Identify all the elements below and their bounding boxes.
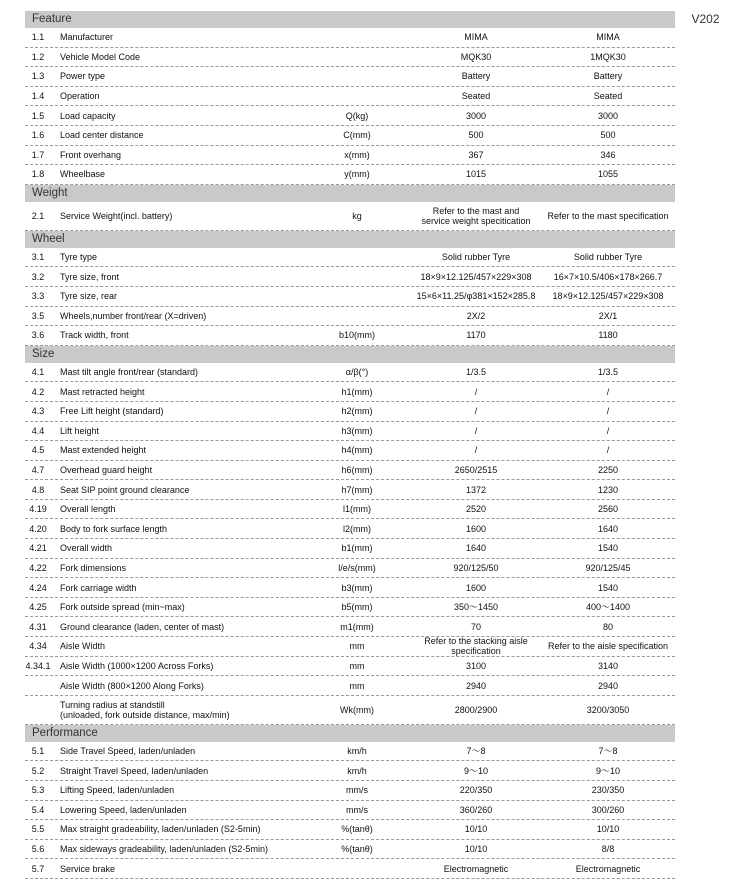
row-item: Aisle Width (800×1200 Along Forks) bbox=[60, 680, 204, 691]
row-item: Mast retracted height bbox=[60, 386, 145, 397]
spec-row bbox=[25, 67, 675, 87]
spec-row bbox=[25, 637, 675, 657]
row-value-1: 1372 bbox=[465, 484, 487, 495]
row-value-1: 220/350 bbox=[459, 785, 493, 796]
row-item: Load center distance bbox=[60, 130, 144, 141]
row-value-1: 2X/2 bbox=[466, 310, 486, 321]
spec-row bbox=[25, 500, 675, 520]
spec-row bbox=[25, 820, 675, 840]
row-value-2: Battery bbox=[593, 71, 623, 82]
row-item: Fork dimensions bbox=[60, 562, 127, 573]
row-value-2: 3000 bbox=[597, 110, 619, 121]
row-item: Max sideways gradeability, laden/unladen (S2-5min) bbox=[60, 844, 268, 855]
spec-row bbox=[25, 657, 675, 677]
row-number: 3.5 bbox=[31, 310, 45, 321]
spec-row bbox=[25, 126, 675, 146]
row-unit: h4(mm) bbox=[341, 445, 373, 456]
row-item: Overall width bbox=[60, 543, 113, 554]
row-item: Aisle Width bbox=[60, 641, 106, 652]
row-item: Max straight gradeability, laden/unladen (S2-5min) bbox=[60, 824, 261, 835]
row-number: 1.4 bbox=[31, 91, 45, 102]
spec-row bbox=[25, 578, 675, 598]
row-unit: y(mm) bbox=[344, 169, 370, 180]
row-value-1: Refer to the stacking aisle specification bbox=[424, 636, 528, 657]
row-item: Vehicle Model Code bbox=[60, 51, 141, 62]
row-value-2: 3200/3050 bbox=[586, 704, 630, 715]
row-value-1: Seated bbox=[461, 91, 491, 102]
row-number: 4.4 bbox=[31, 425, 45, 436]
row-value-2: 500 bbox=[600, 130, 616, 141]
row-item: Lowering Speed, laden/unladen bbox=[60, 804, 187, 815]
row-number: 5.3 bbox=[31, 785, 45, 796]
spec-sheet bbox=[25, 11, 675, 879]
row-value-1: 1600 bbox=[465, 523, 487, 534]
spec-row bbox=[25, 559, 675, 579]
row-value-1: 1170 bbox=[466, 330, 486, 341]
row-value-1: Solid rubber Tyre bbox=[441, 252, 511, 263]
spec-row bbox=[25, 363, 675, 383]
row-number: 4.7 bbox=[31, 464, 45, 475]
spec-row bbox=[25, 801, 675, 821]
row-value-2: 3140 bbox=[597, 660, 619, 671]
row-value-1: 18×9×12.125/457×229×308 bbox=[420, 271, 532, 282]
spec-row bbox=[25, 461, 675, 481]
row-number: 4.25 bbox=[29, 602, 47, 613]
spec-row bbox=[25, 287, 675, 307]
spec-row bbox=[25, 696, 675, 725]
row-value-2: / bbox=[606, 406, 610, 417]
row-unit: %(tanθ) bbox=[341, 844, 373, 855]
row-value-2: 2X/1 bbox=[598, 310, 618, 321]
row-value-1: 2650/2515 bbox=[454, 464, 498, 475]
row-item: Track width, front bbox=[60, 330, 129, 341]
row-value-1: 1640 bbox=[465, 543, 487, 554]
spec-row bbox=[25, 382, 675, 402]
spec-row bbox=[25, 859, 675, 879]
row-item: Turning radius at standstill (unloaded, fork outside distance, max/min) bbox=[60, 699, 230, 720]
row-item: Wheelbase bbox=[60, 169, 106, 180]
row-value-1: 500 bbox=[468, 130, 484, 141]
row-value-2: Refer to the aisle specification bbox=[547, 641, 669, 652]
row-unit: Q(kg) bbox=[345, 110, 369, 121]
row-unit: Wk(mm) bbox=[340, 704, 374, 715]
row-value-1: 10/10 bbox=[464, 844, 488, 855]
row-item: Body to fork surface length bbox=[60, 523, 168, 534]
row-unit: α/β(°) bbox=[345, 367, 369, 378]
row-item: Overhead guard height bbox=[60, 464, 153, 475]
row-number: 5.7 bbox=[31, 863, 45, 874]
row-number: 4.34.1 bbox=[25, 660, 51, 671]
row-value-2: 230/350 bbox=[591, 785, 625, 796]
row-value-1: 1015 bbox=[465, 169, 487, 180]
row-unit: C(mm) bbox=[343, 130, 371, 141]
row-value-2: 9～10 bbox=[595, 765, 621, 776]
spec-row bbox=[25, 539, 675, 559]
row-item: Mast tilt angle front/rear (standard) bbox=[60, 367, 199, 378]
row-value-2: / bbox=[606, 445, 610, 456]
row-number: 4.19 bbox=[29, 504, 47, 515]
row-item: Seat SIP point ground clearance bbox=[60, 484, 190, 495]
row-value-2: 1MQK30 bbox=[590, 51, 626, 62]
row-value-1: Electromagnetic bbox=[443, 863, 509, 874]
spec-row bbox=[25, 617, 675, 637]
spec-row bbox=[25, 519, 675, 539]
section-header: Size bbox=[25, 346, 675, 363]
row-number: 2.1 bbox=[31, 210, 45, 221]
row-value-2: 18×9×12.125/457×229×308 bbox=[552, 291, 664, 302]
row-number: 1.2 bbox=[31, 51, 45, 62]
row-unit: mm bbox=[349, 641, 365, 652]
row-value-1: / bbox=[474, 445, 478, 456]
row-value-1: 10/10 bbox=[464, 824, 488, 835]
row-unit: b5(mm) bbox=[341, 602, 373, 613]
row-number: 1.3 bbox=[31, 71, 45, 82]
row-value-2: Solid rubber Tyre bbox=[573, 252, 643, 263]
row-value-1: 1600 bbox=[465, 582, 487, 593]
row-number: 5.5 bbox=[31, 824, 45, 835]
spec-row bbox=[25, 480, 675, 500]
row-unit: h3(mm) bbox=[341, 425, 373, 436]
row-number: 5.2 bbox=[31, 765, 45, 776]
row-value-1: 9～10 bbox=[463, 765, 489, 776]
row-value-2: 1640 bbox=[597, 523, 619, 534]
row-number: 5.1 bbox=[31, 746, 45, 757]
row-item: Service Weight(incl. battery) bbox=[60, 210, 173, 221]
row-item: Lift height bbox=[60, 425, 100, 436]
row-value-2: 2940 bbox=[597, 680, 619, 691]
row-value-1: Refer to the mast and service weight specitication bbox=[421, 205, 531, 226]
row-value-2: 920/125/45 bbox=[585, 562, 631, 573]
row-item: Lifting Speed, laden/unladen bbox=[60, 785, 175, 796]
row-unit: m1(mm) bbox=[340, 621, 374, 632]
row-value-1: 360/260 bbox=[459, 804, 493, 815]
spec-row bbox=[25, 28, 675, 48]
row-value-2: 1540 bbox=[597, 543, 619, 554]
spec-row bbox=[25, 598, 675, 618]
spec-row bbox=[25, 402, 675, 422]
row-number: 1.7 bbox=[31, 149, 45, 160]
row-value-1: 15×6×11.25/φ381×152×285.8 bbox=[416, 291, 536, 302]
row-value-1: / bbox=[474, 406, 478, 417]
row-unit: b3(mm) bbox=[341, 582, 373, 593]
row-unit: b1(mm) bbox=[341, 543, 373, 554]
section-header: Weight bbox=[25, 185, 675, 202]
spec-row bbox=[25, 307, 675, 327]
row-value-2: 346 bbox=[600, 149, 616, 160]
row-item: Front overhang bbox=[60, 149, 122, 160]
row-value-1: 70 bbox=[470, 621, 481, 632]
row-value-2: 2560 bbox=[597, 504, 619, 515]
row-item: Tyre size, rear bbox=[60, 291, 118, 302]
row-item: Side Travel Speed, laden/unladen bbox=[60, 746, 196, 757]
row-item: Straight Travel Speed, laden/unladen bbox=[60, 765, 209, 776]
row-number: 4.3 bbox=[31, 406, 45, 417]
row-value-2: 2250 bbox=[597, 464, 619, 475]
row-value-2: 8/8 bbox=[601, 844, 615, 855]
row-value-2: Seated bbox=[593, 91, 623, 102]
row-value-1: 2520 bbox=[465, 504, 487, 515]
spec-row bbox=[25, 267, 675, 287]
row-number: 4.8 bbox=[31, 484, 45, 495]
row-value-1: / bbox=[474, 386, 478, 397]
row-unit: l1(mm) bbox=[343, 504, 371, 515]
row-value-1: 2940 bbox=[465, 680, 487, 691]
row-value-2: 80 bbox=[602, 621, 613, 632]
row-value-1: 350～1450 bbox=[453, 602, 499, 613]
row-value-1: 2800/2900 bbox=[454, 704, 498, 715]
row-number: 4.34 bbox=[29, 641, 47, 652]
row-number: 1.8 bbox=[31, 169, 45, 180]
spec-row bbox=[25, 676, 675, 696]
row-number: 1.6 bbox=[31, 130, 45, 141]
section-header: Performance bbox=[25, 725, 675, 742]
row-unit: mm/s bbox=[346, 785, 368, 796]
row-value-1: MQK30 bbox=[460, 51, 492, 62]
row-unit: km/h bbox=[347, 746, 367, 757]
row-item: Load capacity bbox=[60, 110, 116, 121]
row-value-2: Refer to the mast specification bbox=[547, 210, 669, 221]
row-value-1: / bbox=[474, 425, 478, 436]
row-number: 4.2 bbox=[31, 386, 45, 397]
row-number: 3.1 bbox=[31, 252, 45, 263]
row-value-2: 1180 bbox=[598, 330, 618, 341]
row-value-2: 1055 bbox=[597, 169, 619, 180]
row-value-1: MIMA bbox=[464, 32, 488, 43]
row-item: Ground clearance (laden, center of mast) bbox=[60, 621, 225, 632]
row-unit: h6(mm) bbox=[341, 464, 373, 475]
row-unit: h1(mm) bbox=[341, 386, 373, 397]
row-value-1: 3100 bbox=[465, 660, 487, 671]
spec-row bbox=[25, 422, 675, 442]
row-item: Overall length bbox=[60, 504, 116, 515]
page-code: V202 bbox=[691, 12, 720, 26]
row-number: 1.5 bbox=[31, 110, 45, 121]
row-unit: x(mm) bbox=[344, 149, 370, 160]
spec-row bbox=[25, 202, 675, 231]
row-number: 4.1 bbox=[31, 367, 45, 378]
row-value-1: Battery bbox=[461, 71, 491, 82]
spec-row bbox=[25, 248, 675, 268]
row-item: Manufacturer bbox=[60, 32, 114, 43]
row-unit: mm bbox=[349, 680, 365, 691]
spec-row bbox=[25, 326, 675, 346]
row-value-2: 7～8 bbox=[598, 746, 618, 757]
row-unit: h2(mm) bbox=[341, 406, 373, 417]
spec-row bbox=[25, 87, 675, 107]
row-unit: %(tanθ) bbox=[341, 824, 373, 835]
row-number: 4.22 bbox=[29, 562, 47, 573]
row-item: Tyre size, front bbox=[60, 271, 120, 282]
spec-row bbox=[25, 146, 675, 166]
row-value-2: 10/10 bbox=[596, 824, 620, 835]
row-unit: kg bbox=[352, 210, 362, 221]
row-value-1: 7～8 bbox=[466, 746, 486, 757]
spec-row bbox=[25, 106, 675, 126]
row-unit: mm bbox=[349, 660, 365, 671]
row-item: Wheels,number front/rear (X=driven) bbox=[60, 310, 207, 321]
row-number: 5.6 bbox=[31, 844, 45, 855]
row-value-2: / bbox=[606, 425, 610, 436]
row-value-2: 300/260 bbox=[591, 804, 625, 815]
row-value-2: 16×7×10.5/406×178×266.7 bbox=[553, 271, 663, 282]
spec-row bbox=[25, 742, 675, 762]
row-item: Fork outside spread (min~max) bbox=[60, 602, 185, 613]
row-number: 3.2 bbox=[31, 271, 45, 282]
row-number: 4.5 bbox=[31, 445, 45, 456]
row-item: Mast extended height bbox=[60, 445, 147, 456]
spec-row bbox=[25, 761, 675, 781]
row-unit: h7(mm) bbox=[341, 484, 373, 495]
spec-row bbox=[25, 48, 675, 68]
spec-row bbox=[25, 781, 675, 801]
row-unit: mm/s bbox=[346, 804, 368, 815]
row-unit: km/h bbox=[347, 765, 367, 776]
row-unit: l2(mm) bbox=[343, 523, 371, 534]
row-value-1: 3000 bbox=[465, 110, 487, 121]
row-value-1: 920/125/50 bbox=[453, 562, 499, 573]
row-number: 4.24 bbox=[29, 582, 47, 593]
row-item: Tyre type bbox=[60, 252, 98, 263]
section-header: Wheel bbox=[25, 231, 675, 248]
spec-row bbox=[25, 840, 675, 860]
row-number: 1.1 bbox=[31, 32, 45, 43]
section-header: Feature bbox=[25, 11, 675, 28]
row-value-2: MIMA bbox=[596, 32, 620, 43]
row-number: 4.21 bbox=[29, 543, 47, 554]
row-number: 3.6 bbox=[31, 330, 45, 341]
row-value-1: 1/3.5 bbox=[465, 367, 487, 378]
row-unit: b10(mm) bbox=[338, 330, 375, 341]
row-item: Aisle Width (1000×1200 Across Forks) bbox=[60, 660, 214, 671]
row-value-2: 400～1400 bbox=[585, 602, 631, 613]
row-item: Power type bbox=[60, 71, 106, 82]
row-item: Operation bbox=[60, 91, 100, 102]
spec-row bbox=[25, 441, 675, 461]
row-value-2: 1540 bbox=[597, 582, 619, 593]
row-value-2: / bbox=[606, 386, 610, 397]
row-item: Fork carriage width bbox=[60, 582, 137, 593]
row-number: 4.20 bbox=[29, 523, 47, 534]
row-item: Service brake bbox=[60, 863, 116, 874]
spec-row bbox=[25, 165, 675, 185]
row-unit: l/e/s(mm) bbox=[338, 562, 376, 573]
row-value-2: 1/3.5 bbox=[597, 367, 619, 378]
row-item: Free Lift height (standard) bbox=[60, 406, 164, 417]
row-number: 4.31 bbox=[29, 621, 47, 632]
row-value-2: 1230 bbox=[597, 484, 619, 495]
row-number: 5.4 bbox=[31, 804, 45, 815]
row-value-1: 367 bbox=[468, 149, 484, 160]
row-value-2: Electromagnetic bbox=[575, 863, 641, 874]
row-number: 3.3 bbox=[31, 291, 45, 302]
